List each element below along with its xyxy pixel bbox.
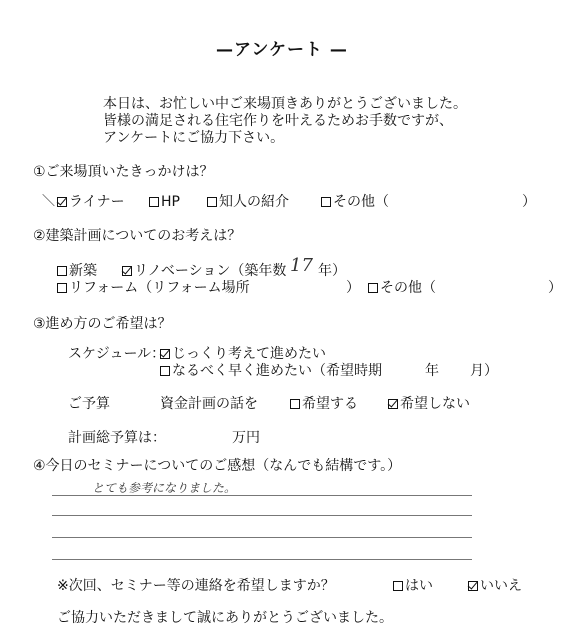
page-title: —アンケート — <box>216 40 348 60</box>
q2-option-renovation[interactable] <box>122 263 286 279</box>
q3-question: ③進め方のご希望は？ <box>33 316 172 332</box>
checkbox-checked[interactable] <box>388 399 398 409</box>
answer-line <box>52 515 472 516</box>
next-option-no[interactable] <box>468 578 522 594</box>
checkbox[interactable] <box>290 399 300 409</box>
intro-line-3: アンケートにご協力下さい。 <box>103 130 285 146</box>
q2-option-other[interactable] <box>368 280 436 296</box>
schedule-year-label: 年 <box>425 363 439 379</box>
checkbox[interactable] <box>368 283 378 293</box>
next-option-yes[interactable] <box>393 578 433 594</box>
option-label: 希望しない <box>400 396 470 412</box>
schedule-option-slow[interactable] <box>160 346 326 362</box>
q2-question: ②建築計画についてのお考えは？ <box>33 228 242 244</box>
checkbox[interactable] <box>57 283 67 293</box>
budget-question: 資金計画の話を <box>160 396 258 412</box>
checkbox-checked[interactable] <box>468 581 478 591</box>
checkbox[interactable] <box>149 197 159 207</box>
q2-option-new[interactable] <box>57 263 97 279</box>
renovation-age-value[interactable]: 17 <box>290 255 313 276</box>
option-label: HP <box>161 194 180 210</box>
checkbox[interactable] <box>57 266 67 276</box>
option-label: リフォーム（リフォーム場所 <box>69 280 250 296</box>
intro-line-1: 本日は、お忙しい中ご来場頂きありがとうございました。 <box>103 96 467 112</box>
q2-reform-close: ） <box>346 280 360 296</box>
q1-close-paren: ） <box>522 194 536 210</box>
total-budget-unit: 万円 <box>232 430 260 446</box>
answer-line <box>52 495 472 496</box>
total-budget-label: 計画総予算は： <box>68 430 166 446</box>
option-label: その他（ <box>380 280 436 296</box>
renovation-age-unit: 年） <box>318 263 346 279</box>
footer-thanks: ご協力いただきまして誠にありがとうございました。 <box>57 610 393 626</box>
q4-handwritten-answer[interactable]: とても参考になりました。 <box>92 481 237 495</box>
option-label: リノベーション（築年数 <box>134 263 287 279</box>
checkbox[interactable] <box>393 581 403 591</box>
option-label: なるべく早く進めたい（希望時期 <box>172 363 382 379</box>
q2-option-reform[interactable] <box>57 280 250 296</box>
next-question: ※次回、セミナー等の連絡を希望しますか？ <box>57 578 335 594</box>
option-label: ライナー <box>69 194 125 210</box>
option-label: じっくり考えて進めたい <box>172 346 326 362</box>
schedule-label: スケジュール： <box>68 346 166 362</box>
intro-line-2: 皆様の満足される住宅作りを叶えるためお手数ですが、 <box>103 113 453 129</box>
option-label: 新築 <box>69 263 97 279</box>
q2-other-close: ） <box>548 280 562 296</box>
checkbox[interactable] <box>160 366 170 376</box>
q4-question: ④今日のセミナーについてのご感想（なんでも結構です。） <box>33 458 402 474</box>
option-label: 知人の紹介 <box>219 194 289 210</box>
budget-label: ご予算 <box>68 396 110 412</box>
checkbox-checked[interactable] <box>122 266 132 276</box>
checkbox-checked[interactable] <box>160 349 170 359</box>
option-label: その他（ <box>333 194 389 210</box>
answer-line <box>52 559 472 560</box>
schedule-month-label: 月） <box>470 363 498 379</box>
budget-option-yes[interactable] <box>290 396 358 412</box>
checkbox[interactable] <box>207 197 217 207</box>
option-label: 希望する <box>302 396 358 412</box>
option-label: はい <box>405 578 433 594</box>
q1-option-referral[interactable] <box>207 194 289 210</box>
checkbox-checked[interactable] <box>57 197 67 207</box>
option-label: いいえ <box>480 578 522 594</box>
q1-option-liner[interactable] <box>57 194 125 210</box>
schedule-option-fast[interactable] <box>160 363 382 379</box>
answer-line <box>52 537 472 538</box>
q1-question: ①ご来場頂いたきっかけは？ <box>33 164 214 180</box>
checkbox[interactable] <box>321 197 331 207</box>
budget-option-no[interactable] <box>388 396 470 412</box>
q1-option-other[interactable] <box>321 194 389 210</box>
q1-option-hp[interactable] <box>149 194 180 210</box>
check-stroke-mark: ＼ <box>42 194 56 209</box>
